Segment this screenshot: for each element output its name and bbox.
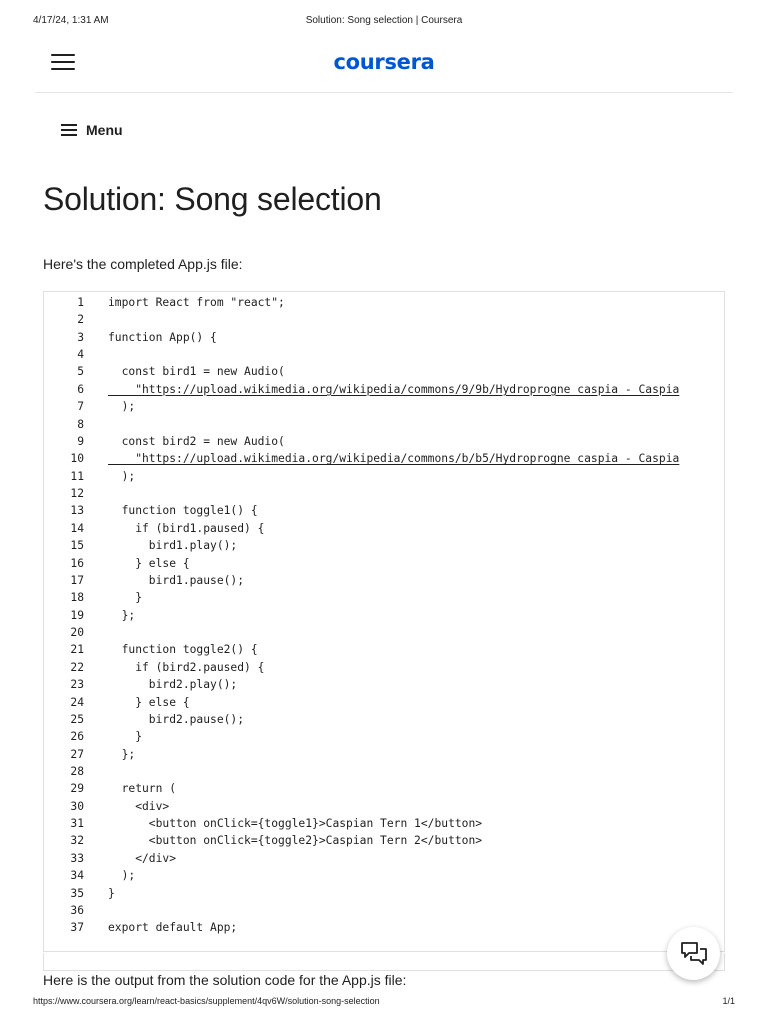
code-line [44, 502, 258, 519]
code-line [44, 346, 84, 363]
code-line [44, 711, 245, 728]
code-line [44, 311, 84, 328]
code-text: }; [108, 608, 136, 622]
line-number: 18 [70, 591, 84, 605]
code-line [44, 902, 84, 919]
code-line [44, 867, 136, 884]
code-text: bird2.play(); [108, 678, 238, 692]
line-number: 35 [70, 886, 84, 900]
line-number: 2 [77, 313, 84, 327]
line-number: 25 [70, 712, 84, 726]
code-text: "https://upload.wikimedia.org/wikipedia/commons/b/b5/Hydroprogne_caspia_-_Caspia [108, 452, 680, 466]
code-line [44, 919, 238, 936]
code-line [44, 746, 136, 763]
code-text: } [108, 591, 143, 605]
code-line [44, 468, 136, 485]
line-number: 19 [70, 608, 84, 622]
code-text: const bird2 = new Audio( [108, 434, 285, 448]
line-number: 16 [70, 556, 84, 570]
code-text: if (bird2.paused) { [108, 660, 265, 674]
code-line [44, 728, 143, 745]
line-number: 4 [77, 348, 84, 362]
code-line [44, 589, 143, 606]
line-number: 29 [70, 782, 84, 796]
line-number: 13 [70, 504, 84, 518]
line-number: 1 [77, 296, 84, 309]
code-text: bird2.pause(); [108, 712, 245, 726]
line-number: 30 [70, 799, 84, 813]
line-number: 26 [70, 730, 84, 744]
line-number: 8 [77, 417, 84, 431]
print-page-number: 1/1 [722, 996, 735, 1006]
code-text: import React from "react"; [108, 296, 285, 309]
code-line [44, 433, 285, 450]
code-text: } else { [108, 556, 190, 570]
code-text: function toggle2() { [108, 643, 258, 657]
code-text: ); [108, 400, 136, 414]
line-number: 33 [70, 851, 84, 865]
code-text: } else { [108, 695, 190, 709]
output-description: Here is the output from the solution code for the App.js file: [43, 972, 407, 988]
line-number: 12 [70, 487, 84, 501]
code-text: }; [108, 747, 136, 761]
chat-button[interactable] [667, 927, 720, 980]
code-line [44, 294, 285, 311]
line-number: 20 [70, 626, 84, 640]
code-line [44, 363, 285, 380]
chat-bubbles-icon [680, 941, 708, 967]
print-header [33, 15, 735, 29]
code-text: "https://upload.wikimedia.org/wikipedia/commons/9/9b/Hydroprogne_caspia_-_Caspia [108, 382, 680, 396]
code-block [43, 291, 725, 952]
line-number: 37 [70, 921, 84, 935]
code-line [44, 659, 265, 676]
code-text: } [108, 730, 143, 744]
code-text: const bird1 = new Audio( [108, 365, 285, 379]
code-text: bird1.play(); [108, 539, 238, 553]
line-number: 15 [70, 539, 84, 553]
code-line [44, 624, 84, 641]
code-text: bird1.pause(); [108, 573, 245, 587]
code-line [44, 450, 680, 467]
code-line [44, 850, 177, 867]
code-text: export default App; [108, 921, 238, 935]
line-number: 32 [70, 834, 84, 848]
code-line [44, 555, 190, 572]
code-line [44, 572, 245, 589]
code-line [44, 832, 483, 849]
line-number: 7 [77, 400, 84, 414]
code-text: function toggle1() { [108, 504, 258, 518]
line-number: 17 [70, 573, 84, 587]
code-line [44, 416, 84, 433]
code-line [44, 537, 238, 554]
line-number: 34 [70, 869, 84, 883]
code-line [44, 763, 84, 780]
line-number: 5 [77, 365, 84, 379]
menu-button[interactable] [61, 119, 123, 141]
page-title: Solution: Song selection [43, 181, 382, 217]
line-number: 27 [70, 747, 84, 761]
code-line [44, 815, 483, 832]
code-text: if (bird1.paused) { [108, 521, 265, 535]
code-line [44, 520, 265, 537]
line-number: 21 [70, 643, 84, 657]
code-text: function App() { [108, 330, 217, 344]
print-footer [33, 996, 735, 1008]
code-text: ); [108, 469, 136, 483]
line-number: 23 [70, 678, 84, 692]
code-text: </div> [108, 851, 177, 865]
code-line [44, 485, 84, 502]
line-number: 31 [70, 817, 84, 831]
line-number: 36 [70, 903, 84, 917]
output-frame [43, 953, 725, 971]
code-text: return ( [108, 782, 177, 796]
code-text: <div> [108, 799, 170, 813]
line-number: 22 [70, 660, 84, 674]
code-line [44, 398, 136, 415]
coursera-logo[interactable]: coursera [333, 50, 435, 74]
line-number: 9 [77, 434, 84, 448]
code-line [44, 381, 680, 398]
line-number: 11 [70, 469, 84, 483]
print-url: https://www.coursera.org/learn/react-basics/supplement/4qv6W/solution-song-selection [33, 996, 380, 1006]
code-text: <button onClick={toggle2}>Caspian Tern 2</button> [108, 834, 483, 848]
line-number: 14 [70, 521, 84, 535]
code-text: ); [108, 869, 136, 883]
code-line [44, 641, 258, 658]
line-number: 3 [77, 330, 84, 344]
line-number: 28 [70, 764, 84, 778]
print-title: Solution: Song selection | Coursera [305, 15, 463, 26]
code-text: <button onClick={toggle1}>Caspian Tern 1</button> [108, 817, 483, 831]
code-line [44, 329, 217, 346]
top-navigation-bar [35, 40, 733, 93]
print-date: 4/17/24, 1:31 AM [33, 15, 109, 26]
code-line [44, 694, 190, 711]
line-number: 24 [70, 695, 84, 709]
code-line [44, 798, 170, 815]
code-line [44, 885, 115, 902]
code-line [44, 676, 238, 693]
intro-text: Here's the completed App.js file: [43, 256, 243, 272]
code-line [44, 607, 136, 624]
menu-label: Menu [86, 122, 123, 138]
code-line [44, 780, 177, 797]
code-text: } [108, 886, 115, 900]
menu-icon [61, 123, 77, 137]
line-number: 6 [77, 382, 84, 396]
line-number: 10 [70, 452, 84, 466]
